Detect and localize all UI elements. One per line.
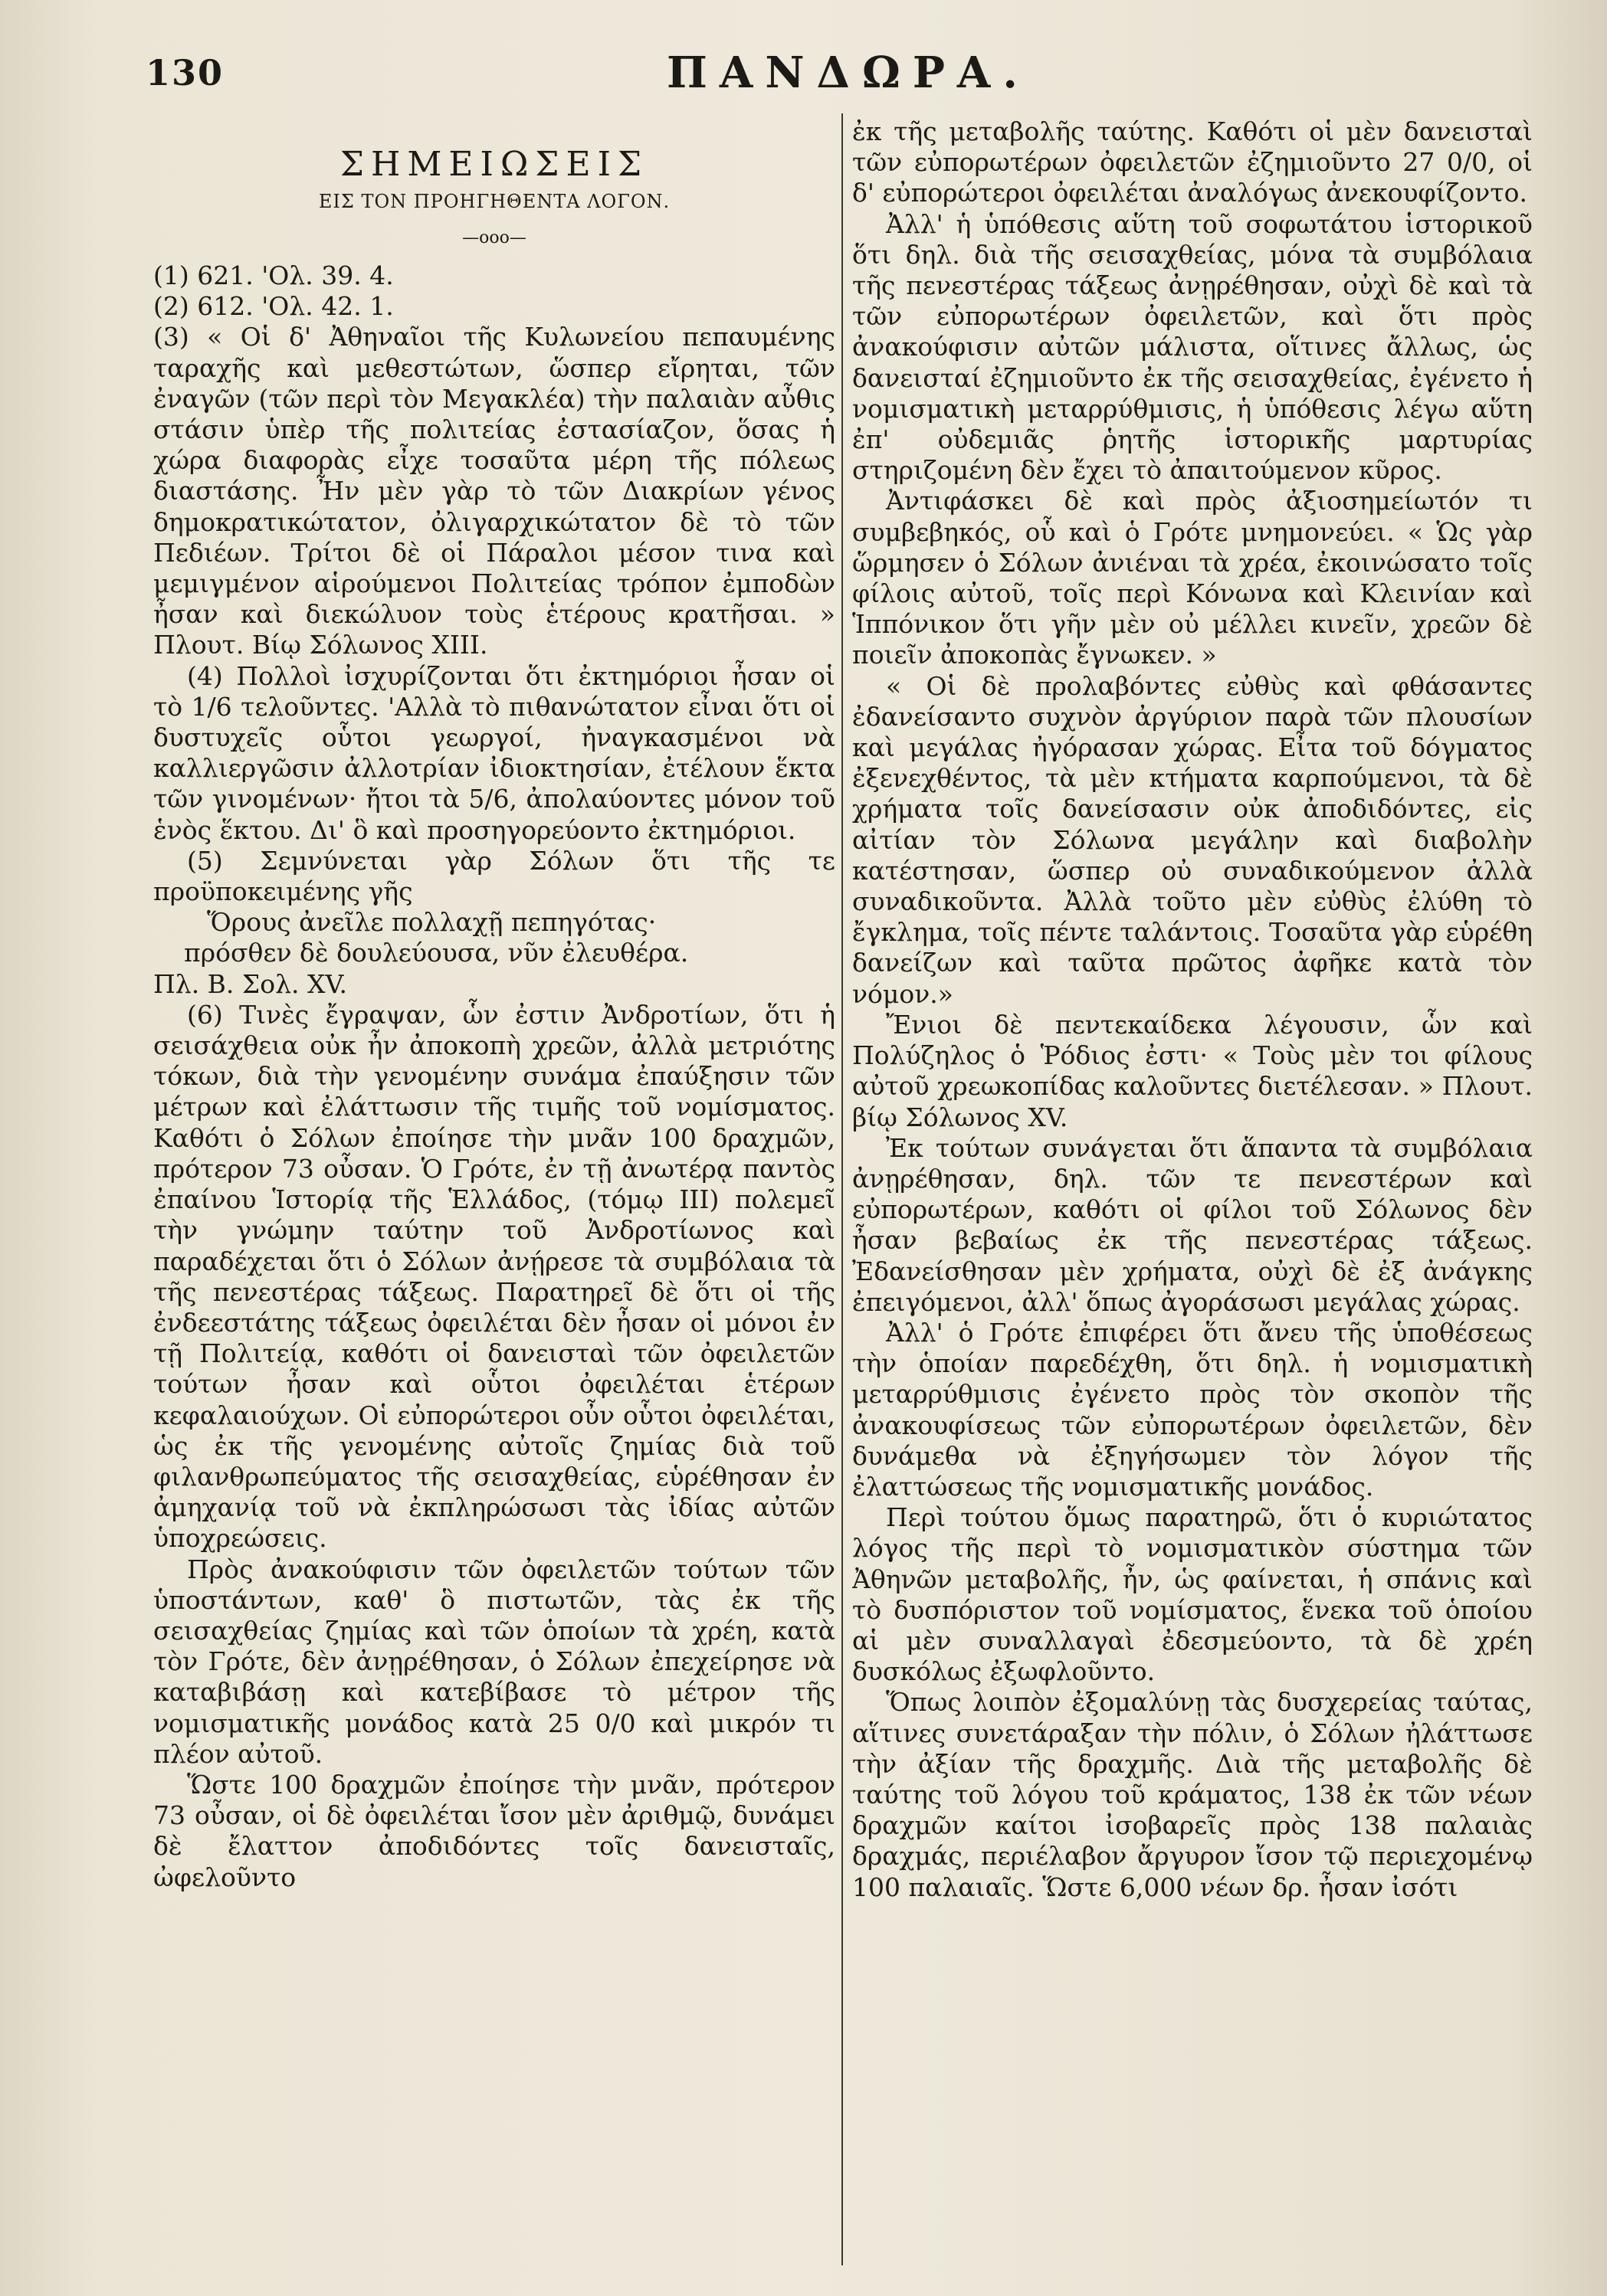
note-4: (4) Πολλοὶ ἰσχυρίζονται ὅτι ἐκτημόριοι ἦσαν οἱ τὸ 1/6 τελοῦντες. 'Αλλὰ τὸ πιθανώτατον εἶναι ὅτι οἱ δυστυχεῖς οὗτοι γεωργοί, ἠναγκασμένοι νὰ καλλιεργῶσιν ἀλλοτρίαν ἰδιοκτησίαν, ἐτέλουν ἕκτα τῶν γινομένων· ἤτοι τὰ 5/6, ἀπολαύοντες μόνον τοῦ ἑνὸς ἕκτου. Δι' ὃ καὶ προσηγορεύοντο ἐκτημόριοι.: [153, 660, 835, 845]
right-para-3: Ἀντιφάσκει δὲ καὶ πρὸς ἀξιοσημείωτόν τι συμβεβηκός, οὗ καὶ ὁ Γρότε μνημονεύει. « Ὡς γὰρ ὥρμησεν ὁ Σόλων ἀνιέναι τὰ χρέα, ἐκοινώσατο τοῖς φίλοις αὐτοῦ, τοῖς περὶ Κόνωνα καὶ Κλεινίαν καὶ Ἱππόνικον ὅτι γῆν μὲν οὐ μέλλει κινεῖν, χρεῶν δὲ ποιεῖν ἀποκοπὰς ἔγνωκεν. »: [852, 486, 1533, 670]
page-number: 130: [146, 52, 225, 93]
verse-line-1: Ὅρους ἀνεῖλε πολλαχῇ πεπηγότας·: [207, 907, 657, 938]
right-para-2: Ἀλλ' ἡ ὑπόθεσις αὕτη τοῦ σοφωτάτου ἱστορικοῦ ὅτι δηλ. διὰ τῆς σεισαχθείας, μόνα τὰ συμβόλαια τῆς πενεστέρας τάξεως ἀνῃρέθησαν, οὐχὶ δὲ καὶ τὰ τῶν εὐπορωτέρων ὀφειλετῶν, καὶ ὅτι πρὸς ἀνακούφισιν αὐτῶν μάλιστα, οἵτινες ἄλλως, ὡς δανεισταί ἐζημιοῦντο ἐκ τῆς σεισαχθείας, ἐγένετο ἡ νομισματικὴ μεταρρύθμισις, ἡ ὑπόθεσις λέγω αὕτη ἐπ' οὐδεμιᾶς ῥητῆς ἱστορικῆς μαρτυρίας στηριζομένη δὲν ἔχει τὸ ἀπαιτούμενον κῦρος.: [852, 208, 1533, 486]
section-title: ΣΗΜΕΙΩΣΕΙΣ: [339, 145, 649, 184]
note-6-conclusion: Ὥστε 100 δραχμῶν ἐποίησε τὴν μνᾶν, πρότερον 73 οὖσαν, οἱ δὲ ὀφειλέται ἴσον μὲν ἀριθμῷ, δυνάμει δὲ ἔλαττον ἀποδιδόντες τοῖς δανεισταῖς, ὠφελοῦντο: [153, 1769, 835, 1892]
right-column: [852, 116, 1533, 2273]
right-para-9: Ὅπως λοιπὸν ἐξομαλύνῃ τὰς δυσχερείας ταύτας, αἵτινες συνετάραξαν τὴν πόλιν, ὁ Σόλων ἠλάττωσε τὴν ἀξίαν τῆς δραχμῆς. Διὰ τῆς μεταβολῆς δὲ ταύτης τοῦ λόγου τοῦ κράματος, 138 ἐκ τῶν νέων δραχμῶν καίτοι ἰσοβαρεῖς πρὸς 138 παλαιὰς δραχμάς, περιέλαβον ἄργυρον ἴσον τῷ περιεχομένῳ 100 παλαιαῖς. Ὥστε 6,000 νέων δρ. ἦσαν ἰσότι: [852, 1687, 1533, 1902]
journal-title: ΠΑΝΔΩΡΑ.: [667, 47, 1030, 98]
note-6: (6) Τινὲς ἔγραψαν, ὧν ἐστιν Ἀνδροτίων, ὅτι ἡ σεισάχθεια οὐκ ἦν ἀποκοπὴ χρεῶν, ἀλλὰ μετριότης τόκων, διὰ τὴν γενομένην συνάμα ἐπαύξησιν τῶν μέτρων καὶ ἐλάττωσιν τῆς τιμῆς τοῦ νομίσματος. Καθότι ὁ Σόλων ἐποίησε τὴν μνᾶν 100 δραχμῶν, πρότερον 73 οὖσαν. Ὁ Γρότε, ἐν τῇ ἀνωτέρᾳ παντὸς ἐπαίνου Ἱστορίᾳ τῆς Ἑλλάδος, (τόμῳ III) πολεμεῖ τὴν γνώμην ταύτην τοῦ Ἀνδροτίωνος καὶ παραδέχεται ὅτι ὁ Σόλων ἀνῄρεσε τὰ συμβόλαια τὰ τῆς πενεστέρας τάξεως. Παρατηρεῖ δὲ ὅτι οἱ τῆς ἐνδεεστάτης τάξεως ὀφειλέται δὲν ἦσαν οἱ μόνοι ἐν τῇ Πολιτείᾳ, καθότι οἱ δανεισταὶ τῶν ὀφειλετῶν τούτων ἦσαν καὶ οὗτοι ὀφειλέται ἑτέρων κεφαλαιούχων. Οἱ εὐπορώτεροι οὖν οὗτοι ὀφειλέται, ὡς ἐκ τῆς γενομένης αὐτοῖς ζημίας διὰ τοῦ φιλανθρωπεύματος τῆς σεισαχθείας, εὑρέθησαν ἐν ἀμηχανίᾳ τοῦ νὰ ἐκπληρώσωσι τὰς ἰδίας αὐτῶν ὑποχρεώσεις.: [153, 999, 835, 1554]
running-header: [0, 47, 1607, 101]
section-subtitle: ΕΙΣ ΤΟΝ ΠΡΟΗΓΗΘΕΝΤΑ ΛΟΓΟΝ.: [318, 191, 671, 212]
right-para-4: « Οἱ δὲ προλαβόντες εὐθὺς καὶ φθάσαντες ἐδανείσαντο συχνὸν ἀργύριον παρὰ τῶν πλουσίων καὶ μεγάλας ἠγόρασαν χώρας. Εἶτα τοῦ δόγματος ἐξενεχθέντος, τὰ μὲν κτήματα καρπούμενοι, τὰ δὲ χρήματα τοῖς δανείσασιν οὐκ ἀποδιδόντες, εἰς αἰτίαν τὸν Σόλωνα μεγάλην καὶ διαβολὴν κατέστησαν, ὥσπερ οὐ συναδικούμενον ἀλλὰ συναδικοῦντα. Ἀλλὰ τοῦτο μὲν εὐθὺς ἐλύθη τὸ ἔγκλημα, τοῖς πέντε ταλάντοις. Τοσαῦτα γὰρ εὑρέθη δανείζων καὶ ταῦτα πρῶτος ἀφῆκε κατὰ τὸν νόμον.»: [852, 670, 1533, 1009]
section-ornament: —ooo—: [462, 228, 526, 247]
left-column: [153, 115, 835, 2273]
right-para-1: ἐκ τῆς μεταβολῆς ταύτης. Καθότι οἱ μὲν δανεισταὶ τῶν εὐπορωτέρων ὀφειλετῶν ἐζημιοῦντο 27 0/0, οἱ δ' εὐπορώτεροι ὀφειλέται ἀναλόγως ἀνεκουφίζοντο.: [852, 116, 1533, 208]
note-6-continued: Πρὸς ἀνακούφισιν τῶν ὀφειλετῶν τούτων τῶν ὑποστάντων, καθ' ὃ πιστωτῶν, τὰς ἐκ τῆς σεισαχθείας ζημίας καὶ τῶν ὁποίων τὰ χρέη, κατὰ τὸν Γρότε, δὲν ἀνῃρέθησαν, ὁ Σόλων ἐπεχείρησε νὰ καταβιβάσῃ καὶ κατεβίβασε τὸ μέτρον τῆς νομισματικῆς μονάδος κατὰ 25 0/0 καὶ μικρόν τι πλέον αὐτοῦ.: [153, 1554, 835, 1769]
right-para-8: Περὶ τούτου ὅμως παρατηρῶ, ὅτι ὁ κυριώτατος λόγος τῆς περὶ τὸ νομισματικὸν σύστημα τῶν Ἀθηνῶν μεταβολῆς, ἦν, ὡς φαίνεται, ἡ σπάνις καὶ τὸ δυσπόριστον τοῦ νομίσματος, ἕνεκα τοῦ ὁποίου αἱ μὲν συναλλαγαὶ ἐδεσμεύοντο, τὰ δὲ χρέη δυσκόλως ἐξωφλοῦντο.: [852, 1502, 1533, 1687]
verse-reference: Πλ. Β. Σολ. XV.: [153, 968, 348, 999]
right-para-7: Ἀλλ' ὁ Γρότε ἐπιφέρει ὅτι ἄνευ τῆς ὑποθέσεως τὴν ὁποίαν παρεδέχθη, ὅτι δηλ. ἡ νομισματικὴ μεταρρύθμισις ἐγένετο πρὸς τὸν σκοπὸν τῆς ἀνακουφίσεως τῶν εὐπορωτέρων ὀφειλετῶν, δὲν δυνάμεθα νὰ ἐξηγήσωμεν τὸν λόγον τῆς ἐλαττώσεως τῆς νομισματικῆς μονάδος.: [852, 1317, 1533, 1502]
note-5: (5) Σεμνύνεται γὰρ Σόλων ὅτι τῆς τε προϋποκειμένης γῆς: [153, 845, 835, 907]
verse-line-2: πρόσθεν δὲ δουλεύουσα, νῦν ἐλευθέρα.: [184, 938, 689, 968]
note-3: (3) « Οἱ δ' Ἀθηναῖοι τῆς Κυλωνείου πεπαυμένης ταραχῆς καὶ μεθεστώτων, ὥσπερ εἴρηται, τῶν ἐναγῶν (τῶν περὶ τὸν Μεγακλέα) τὴν παλαιὰν αὖθις στάσιν ὑπὲρ τῆς πολιτείας ἐστασίαζον, ὅσας ἡ χώρα διαφορὰς εἶχε τοσαῦτα μέρη τῆς πόλεως διαστάσης. Ἦν μὲν γὰρ τὸ τῶν Διακρίων γένος δημοκρατικώτατον, ὀλιγαρχικώτατον δὲ τὸ τῶν Πεδιέων. Τρίτοι δὲ οἱ Πάραλοι μέσον τινα καὶ μεμιγμένον αἱρούμενοι Πολιτείας τρόπον ἐμποδὼν ἦσαν καὶ διεκώλυον τοὺς ἑτέρους κρατῆσαι. » Πλουτ. Βίῳ Σόλωνος XIII.: [153, 322, 835, 660]
right-para-6: Ἐκ τούτων συνάγεται ὅτι ἅπαντα τὰ συμβόλαια ἀνῃρέθησαν, δηλ. τῶν τε πενεστέρων καὶ εὐπορωτέρων, καθότι οἱ φίλοι τοῦ Σόλωνος δὲν ἦσαν βεβαίως ἐκ τῆς πενεστέρας τάξεως. Ἐδανείσθησαν μὲν χρήματα, οὐχὶ δὲ ἐξ ἀνάγκης ἐπειγόμενοι, ἀλλ' ὅπως ἀγοράσωσι μεγάλας χώρας.: [852, 1132, 1533, 1317]
note-1: (1) 621. 'Ολ. 39. 4.: [153, 260, 394, 290]
column-divider: [841, 113, 843, 2265]
right-para-5: Ἔνιοι δὲ πεντεκαίδεκα λέγουσιν, ὧν καὶ Πολύζηλος ὁ Ῥόδιος ἐστι· « Τοὺς μὲν τοι φίλους αὐτοῦ χρεωκοπίδας καλοῦντες διετέλεσαν. » Πλουτ. βίῳ Σόλωνος XV.: [852, 1009, 1533, 1132]
note-2: (2) 612. 'Ολ. 42. 1.: [153, 291, 394, 322]
